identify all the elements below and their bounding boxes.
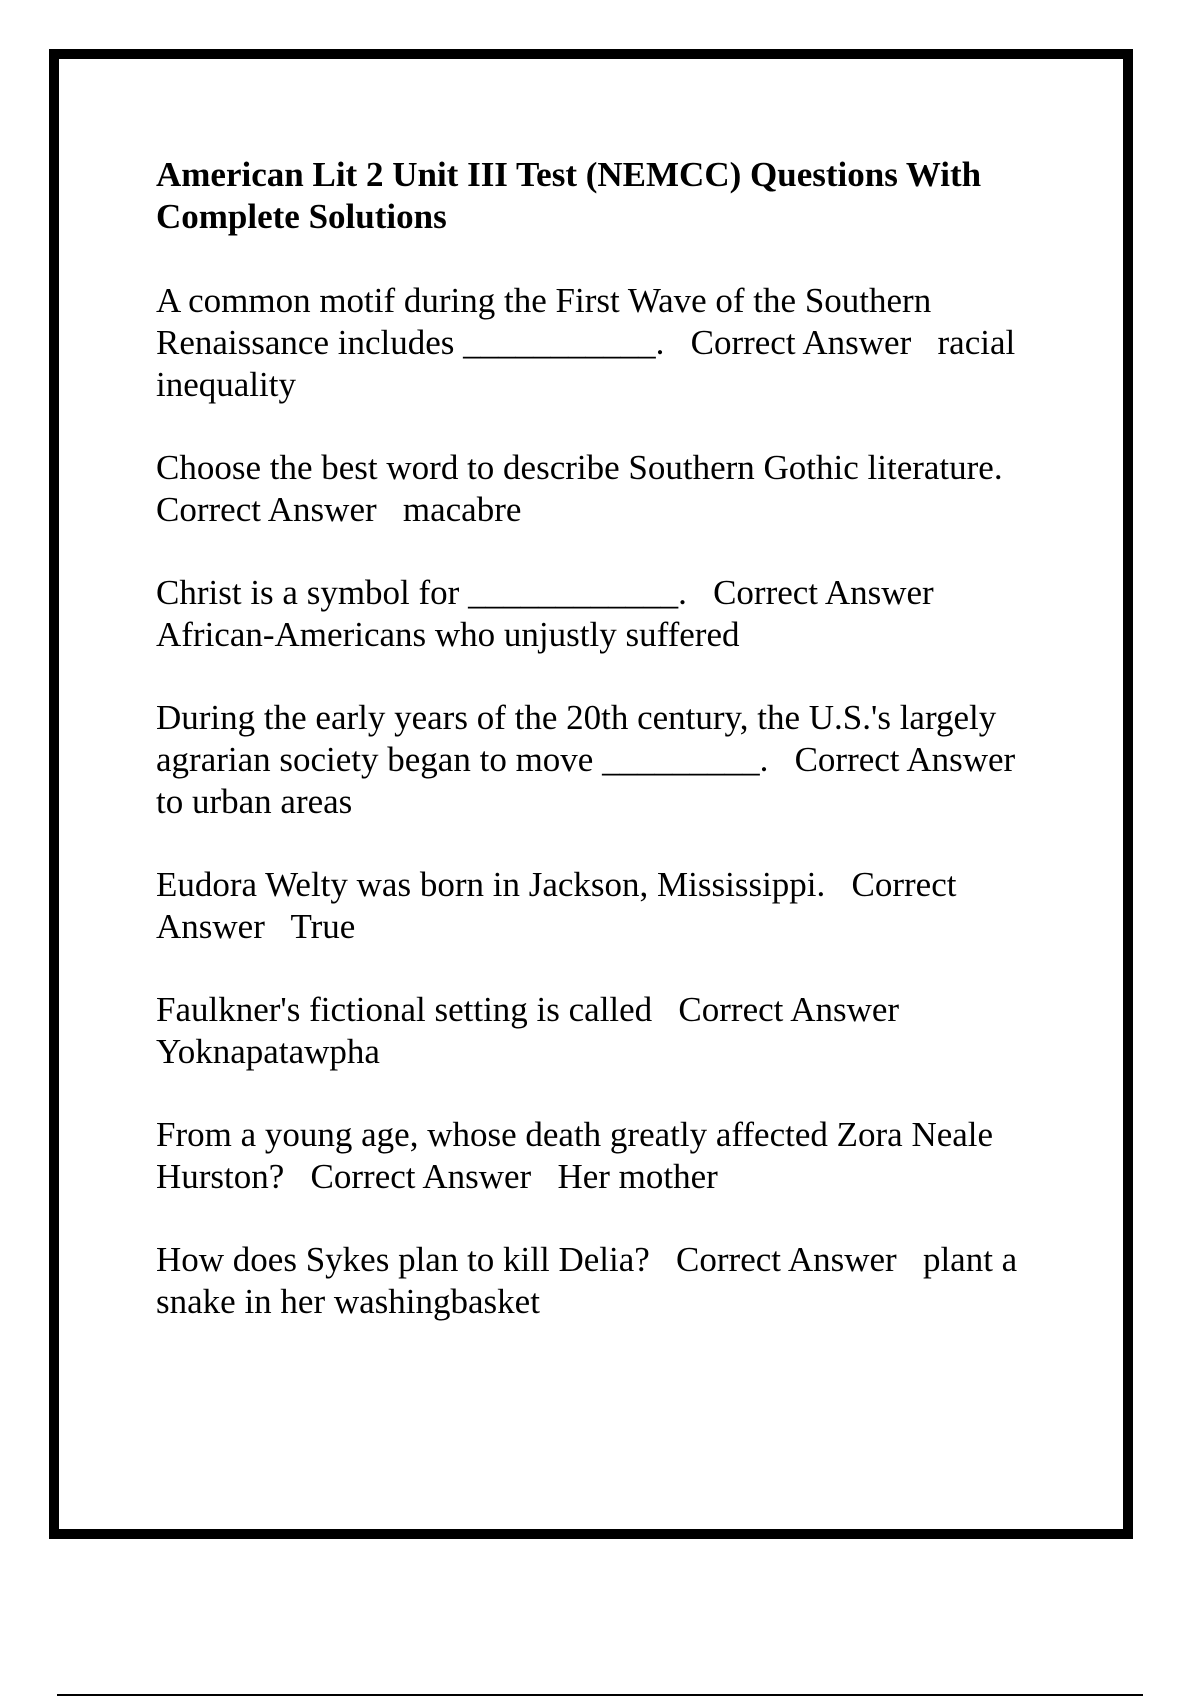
document-content	[156, 154, 1056, 1364]
question-answer-item: How does Sykes plan to kill Delia? Correct Answer plant a snake in her washingbasket	[156, 1240, 1026, 1321]
question-answer-item: Christ is a symbol for ____________. Correct Answer African-Americans who unjustly suffered	[156, 573, 959, 654]
question-answer-item: During the early years of the 20th century, the U.S.'s largely agrarian society began to move _________. Correct Answer to urban areas	[156, 698, 1042, 821]
footer-divider	[57, 1694, 1143, 1696]
question-answer-item: Choose the best word to describe Southern Gothic literature. Correct Answer macabre	[156, 448, 1029, 529]
question-answer-item: Faulkner's fictional setting is called Correct Answer Yoknapatawpha	[156, 990, 925, 1071]
question-answer-item: Eudora Welty was born in Jackson, Mississippi. Correct Answer True	[156, 865, 964, 946]
question-answer-item: From a young age, whose death greatly affected Zora Neale Hurston? Correct Answer Her mother	[156, 1115, 1002, 1196]
question-answer-item: A common motif during the First Wave of the Southern Renaissance includes ___________. Correct Answer racial inequality	[156, 281, 1024, 404]
page-border	[49, 49, 1133, 1539]
document-title: American Lit 2 Unit III Test (NEMCC) Questions With Complete Solutions	[156, 155, 982, 236]
